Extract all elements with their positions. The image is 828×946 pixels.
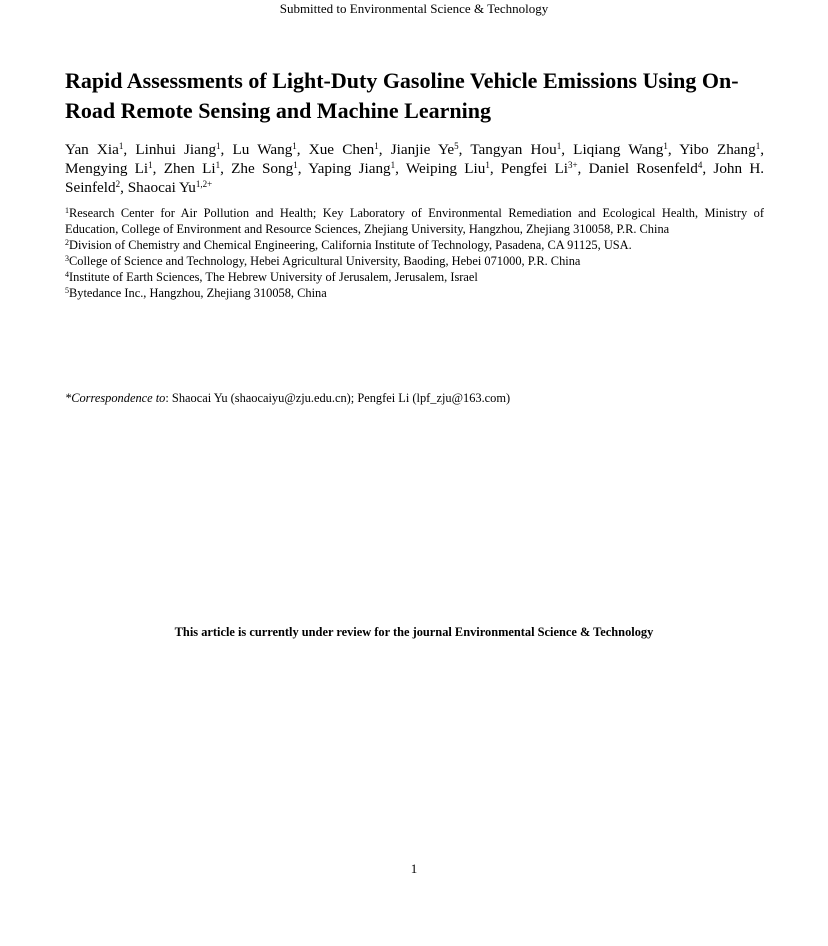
affiliation-mark: 1 <box>65 206 69 215</box>
author-affiliation-mark: 1 <box>118 141 124 151</box>
affiliation-mark: 4 <box>65 270 69 279</box>
author <box>231 160 298 177</box>
author-name: Liqiang Wang <box>573 141 664 158</box>
author <box>65 160 153 177</box>
author-name: Daniel Rosenfeld <box>588 160 698 177</box>
author-affiliation-mark: 1 <box>292 141 297 151</box>
author <box>589 160 703 177</box>
affiliation-text: College of Science and Technology, Hebei Agricultural University, Baoding, Hebei 071000, P.R. China <box>69 254 581 268</box>
correspondence-separator: : <box>165 391 172 405</box>
affiliation-item <box>65 237 764 253</box>
affiliation-text: Division of Chemistry and Chemical Engineering, California Institute of Technology, Pasadena, CA 91125, USA. <box>69 238 632 252</box>
author <box>233 141 297 158</box>
author-affiliation-mark: 1 <box>215 160 221 170</box>
author-name: Lu Wang <box>232 141 293 158</box>
author-name: Weiping Liu <box>405 160 486 177</box>
correspondence-label: *Correspondence to <box>65 391 166 405</box>
author <box>309 141 379 158</box>
author-affiliation-mark: 1 <box>293 160 298 170</box>
affiliation-text: Institute of Earth Sciences, The Hebrew University of Jerusalem, Jerusalem, Israel <box>69 270 478 284</box>
affiliation-text: Research Center for Air Pollution and Health; Key Laboratory of Environmental Remediation and Ecological Health, Ministry of Education, College of Environment and Resource Sciences, Zhejiang University, Hangzhou, Zhejiang 310058, P.R. China <box>65 206 764 236</box>
author <box>391 141 459 158</box>
author-affiliation-mark: 1 <box>390 160 396 170</box>
author <box>308 160 395 177</box>
author <box>573 141 668 158</box>
author-affiliation-mark: 1 <box>374 141 379 151</box>
author-list: Yan Xia$^1$, Linhui Jiang$^1$, Lu Wang$^1$, Xue Chen$^1$, Jianjie Ye$^5$, Tangyan Hou$^1$, Liqiang Wang$^1$, Yibo Zhang$^1$, Mengying Li$^1$, Zhen Li$^1$, Zhe Song$^1$, Yaping Jiang$^1$, Weiping Liu$^1$, Pengfei $Li^{3+}$, Daniel Rosenfeld$^4$, John H. Seinfeld$^2$, Shaocai $Yu^{1,2+}$ <box>65 141 765 196</box>
author-name: Zhe Song <box>231 160 294 177</box>
author <box>164 160 220 177</box>
author <box>501 160 578 177</box>
author <box>470 141 561 158</box>
author <box>406 160 490 177</box>
author-affiliation-mark: 1,2+ <box>195 179 213 189</box>
page-number: 1 <box>410 861 418 876</box>
affiliation-item <box>65 253 764 269</box>
author <box>128 179 213 196</box>
author-affiliation-mark: 1 <box>216 141 221 151</box>
review-status-note: This article is currently under review for the journal Environmental Science & Technology <box>174 625 654 639</box>
author-name: Linhui Jiang <box>135 141 217 158</box>
affiliation-mark: 3 <box>65 254 69 263</box>
author-name: Pengfei Li <box>500 160 568 177</box>
correspondence-line <box>65 390 764 406</box>
author-affiliation-mark: 1 <box>148 160 153 170</box>
author-affiliation-mark: 1 <box>485 160 490 170</box>
author <box>65 141 123 158</box>
affiliation-item <box>65 205 764 237</box>
author-name: Shaocai Yu <box>127 179 196 196</box>
author-affiliation-mark: 1 <box>556 141 562 151</box>
affiliation-mark: 2 <box>65 238 69 247</box>
author-name: Mengying Li <box>65 160 149 177</box>
author-name: Tangyan Hou <box>470 141 557 158</box>
author <box>135 141 220 158</box>
affiliation-item <box>65 269 764 285</box>
author-name: Yibo Zhang <box>679 141 756 158</box>
running-header: Submitted to Environmental Science & Technology <box>279 1 549 16</box>
author-name: Yan Xia <box>65 141 119 158</box>
affiliation-list <box>65 205 764 301</box>
author-affiliation-mark: 2 <box>115 179 121 189</box>
author-name: Yaping Jiang <box>308 160 391 177</box>
author-affiliation-mark: 4 <box>697 160 703 170</box>
author-name: Xue Chen <box>308 141 375 158</box>
author-affiliation-mark: 3+ <box>567 160 578 170</box>
affiliation-mark: 5 <box>65 286 69 295</box>
author-name: John H. Seinfeld <box>65 160 765 196</box>
author-affiliation-mark: 1 <box>663 141 668 151</box>
author-affiliation-mark: 1 <box>755 141 761 151</box>
author-name: Jianjie Ye <box>390 141 455 158</box>
author-affiliation-mark: 5 <box>454 141 459 151</box>
paper-title: Rapid Assessments of Light-Duty Gasoline Vehicle Emissions Using On-Road Remote Sensing and Machine Learning <box>65 68 739 123</box>
affiliation-text: Bytedance Inc., Hangzhou, Zhejiang 310058, China <box>69 286 327 300</box>
author <box>679 141 760 158</box>
correspondence-text: Shaocai Yu (shaocaiyu@zju.edu.cn); Pengfei Li (lpf_zju@163.com) <box>171 391 511 405</box>
affiliation-item <box>65 285 764 301</box>
author-name: Zhen Li <box>163 160 216 177</box>
